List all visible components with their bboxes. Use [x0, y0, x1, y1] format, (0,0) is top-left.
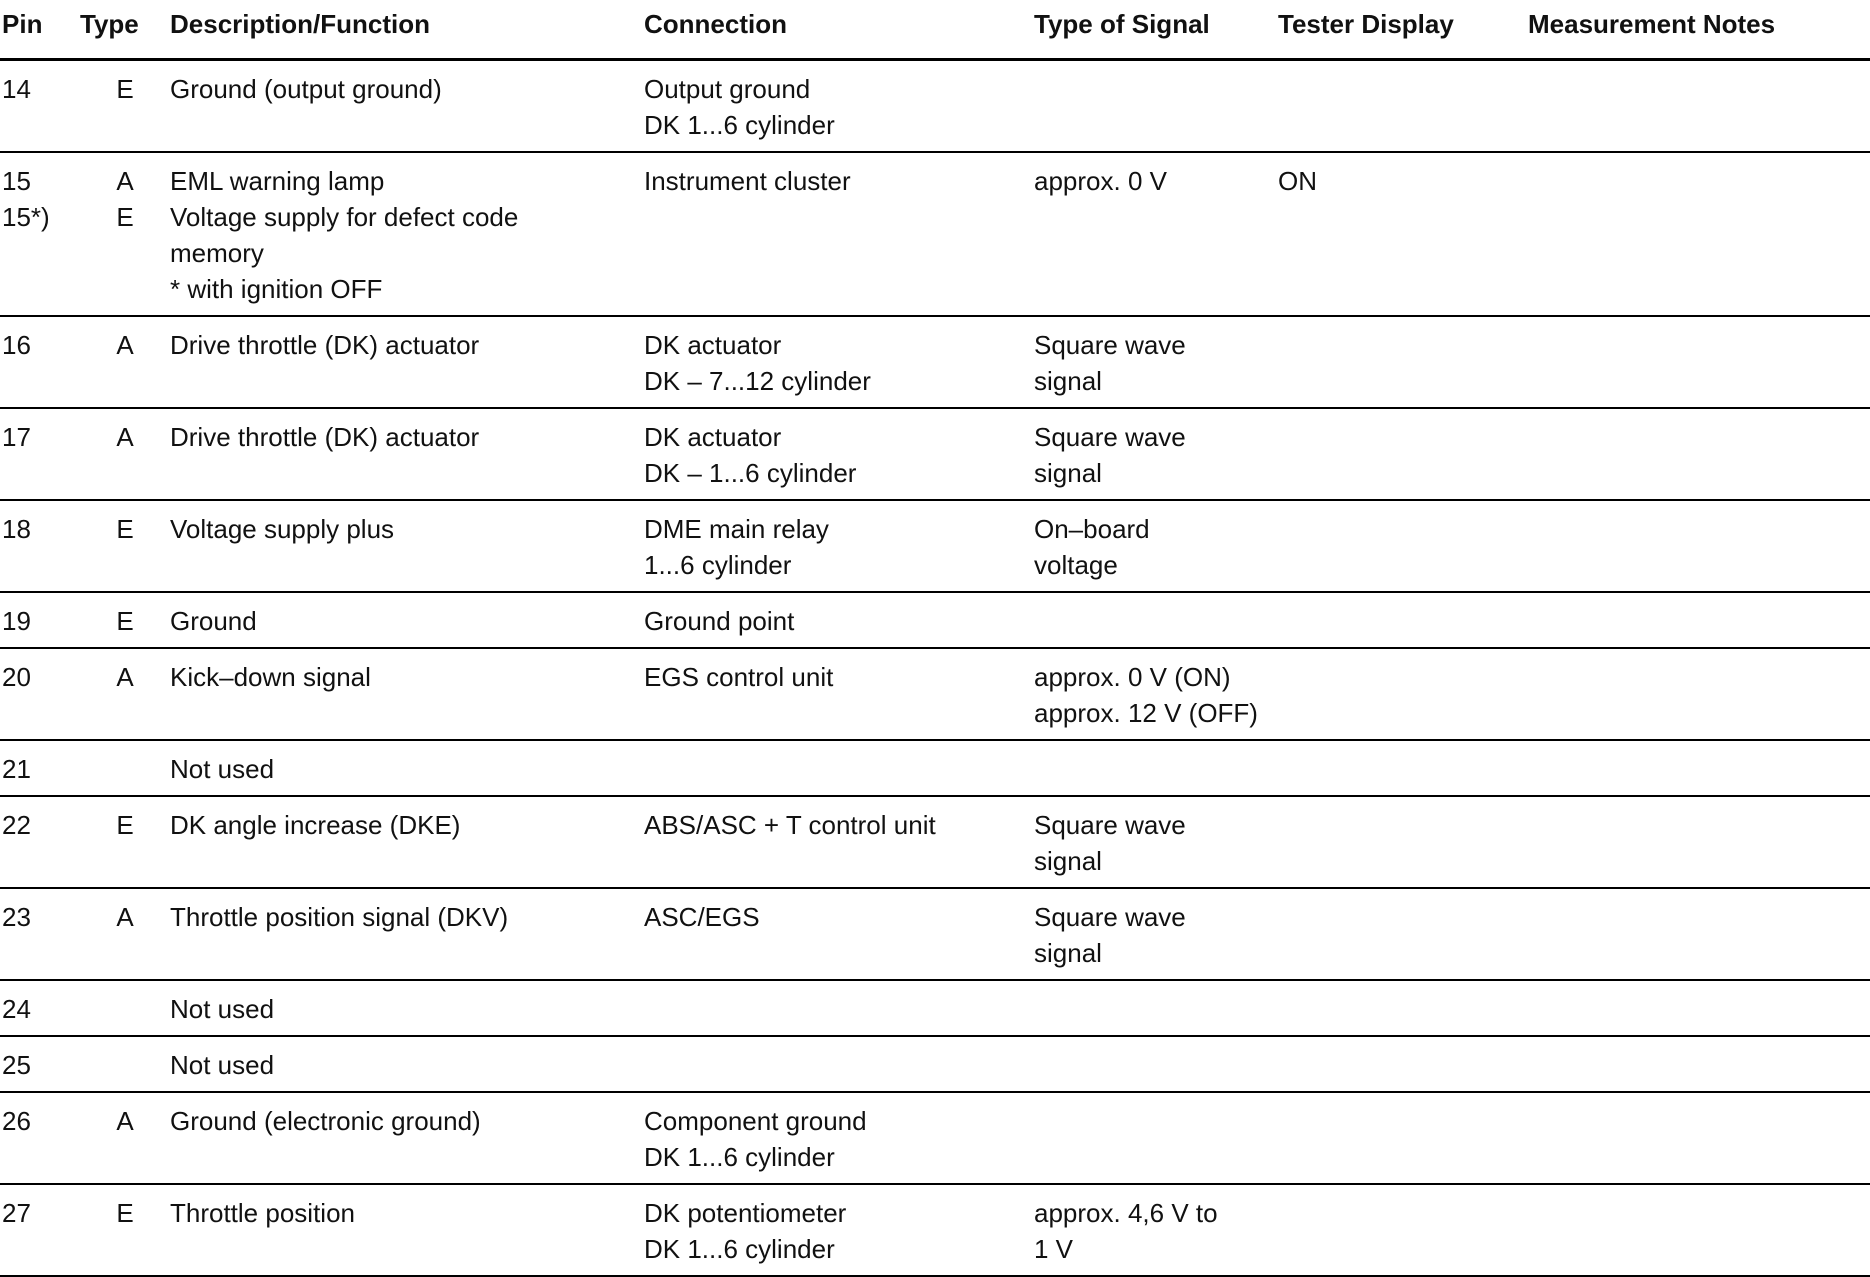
cell-signal-line: signal: [1034, 846, 1102, 876]
cell-signal-line: Square wave: [1034, 330, 1186, 360]
cell-connection: [644, 1092, 1034, 1184]
table-row: [0, 796, 1870, 888]
cell-connection: [644, 408, 1034, 500]
header-tester: Tester Display: [1278, 0, 1528, 60]
cell-tester-display-line: ON: [1278, 166, 1317, 196]
cell-pin-line: 24: [2, 994, 31, 1024]
cell-pin-line: 15*): [2, 202, 50, 232]
cell-type: [80, 740, 170, 796]
cell-pin: [0, 648, 80, 740]
cell-type: [80, 152, 170, 316]
cell-type-line: A: [116, 1106, 134, 1136]
table-row: [0, 60, 1870, 153]
cell-pin-line: 19: [2, 606, 31, 636]
cell-measurement-notes: [1528, 60, 1870, 153]
cell-tester-display: [1278, 60, 1528, 153]
cell-tester-display: [1278, 796, 1528, 888]
cell-connection-line: DK – 1...6 cylinder: [644, 458, 857, 488]
cell-type-line: A: [116, 330, 134, 360]
table-row: [0, 408, 1870, 500]
cell-pin: [0, 592, 80, 648]
cell-pin-line: 14: [2, 74, 31, 104]
cell-description-line: Voltage supply for defect code: [170, 202, 519, 232]
cell-description-line: Kick–down signal: [170, 662, 371, 692]
cell-connection-line: Component ground: [644, 1106, 867, 1136]
cell-tester-display: [1278, 648, 1528, 740]
cell-type-line: E: [116, 74, 134, 104]
cell-connection: [644, 500, 1034, 592]
header-pin: Pin: [0, 0, 80, 60]
header-description: Description/Function: [170, 0, 644, 60]
table-row: [0, 980, 1870, 1036]
cell-measurement-notes: [1528, 648, 1870, 740]
cell-measurement-notes: [1528, 796, 1870, 888]
cell-connection-line: DK actuator: [644, 330, 782, 360]
cell-signal: [1034, 500, 1278, 592]
cell-connection-line: ABS/ASC + T control unit: [644, 810, 936, 840]
cell-connection-line: Output ground: [644, 74, 811, 104]
cell-signal: [1034, 740, 1278, 796]
cell-description-line: Not used: [170, 994, 275, 1024]
cell-signal: [1034, 408, 1278, 500]
cell-tester-display: [1278, 888, 1528, 980]
cell-type: [80, 796, 170, 888]
cell-pin: [0, 1092, 80, 1184]
cell-measurement-notes: [1528, 592, 1870, 648]
cell-pin-line: 17: [2, 422, 31, 452]
cell-type-line: E: [116, 202, 134, 232]
cell-measurement-notes: [1528, 152, 1870, 316]
cell-description: [170, 980, 644, 1036]
cell-pin-line: 16: [2, 330, 31, 360]
table-row: [0, 1184, 1870, 1276]
cell-type: [80, 500, 170, 592]
cell-pin: [0, 1036, 80, 1092]
cell-signal-line: approx. 0 V (ON): [1034, 662, 1231, 692]
cell-signal: [1034, 1092, 1278, 1184]
cell-pin-line: 20: [2, 662, 31, 692]
cell-type-line: E: [116, 810, 134, 840]
cell-signal-line: signal: [1034, 938, 1102, 968]
cell-pin: [0, 796, 80, 888]
cell-measurement-notes: [1528, 980, 1870, 1036]
cell-connection: [644, 60, 1034, 153]
cell-connection: [644, 152, 1034, 316]
table-row: [0, 592, 1870, 648]
cell-connection: [644, 796, 1034, 888]
cell-pin: [0, 980, 80, 1036]
cell-type-line: A: [116, 902, 134, 932]
cell-type-line: E: [116, 514, 134, 544]
cell-description-line: Voltage supply plus: [170, 514, 395, 544]
cell-connection: [644, 648, 1034, 740]
cell-connection-line: DK 1...6 cylinder: [644, 1142, 835, 1172]
cell-signal: [1034, 152, 1278, 316]
cell-connection-line: DME main relay: [644, 514, 829, 544]
cell-tester-display: [1278, 1092, 1528, 1184]
cell-type: [80, 1184, 170, 1276]
cell-pin: [0, 152, 80, 316]
cell-pin-line: 25: [2, 1050, 31, 1080]
cell-description-line: memory: [170, 238, 264, 268]
cell-description-line: DK angle increase (DKE): [170, 810, 461, 840]
cell-type-line: A: [116, 662, 134, 692]
cell-measurement-notes: [1528, 1184, 1870, 1276]
cell-signal: [1034, 592, 1278, 648]
cell-description-line: Ground (output ground): [170, 74, 442, 104]
cell-connection: [644, 1184, 1034, 1276]
cell-description-line: * with ignition OFF: [170, 274, 383, 304]
cell-connection: [644, 592, 1034, 648]
cell-measurement-notes: [1528, 316, 1870, 408]
cell-connection: [644, 980, 1034, 1036]
cell-pin: [0, 1184, 80, 1276]
cell-description: [170, 796, 644, 888]
cell-connection-line: EGS control unit: [644, 662, 834, 692]
cell-type-line: A: [116, 166, 134, 196]
cell-tester-display: [1278, 1184, 1528, 1276]
cell-connection-line: ASC/EGS: [644, 902, 760, 932]
cell-description-line: Ground (electronic ground): [170, 1106, 481, 1136]
cell-signal-line: approx. 4,6 V to: [1034, 1198, 1218, 1228]
cell-description: [170, 408, 644, 500]
cell-description-line: Throttle position signal (DKV): [170, 902, 509, 932]
cell-pin-line: 23: [2, 902, 31, 932]
cell-type: [80, 408, 170, 500]
cell-signal-line: signal: [1034, 458, 1102, 488]
cell-description: [170, 888, 644, 980]
cell-description-line: Not used: [170, 754, 275, 784]
table-row: [0, 1036, 1870, 1092]
table-row: [0, 500, 1870, 592]
cell-signal: [1034, 60, 1278, 153]
cell-measurement-notes: [1528, 1036, 1870, 1092]
cell-signal: [1034, 888, 1278, 980]
cell-pin: [0, 740, 80, 796]
cell-pin: [0, 316, 80, 408]
cell-signal: [1034, 796, 1278, 888]
cell-description-line: Drive throttle (DK) actuator: [170, 330, 480, 360]
header-type: Type: [80, 0, 170, 60]
cell-description: [170, 60, 644, 153]
table-row: [0, 888, 1870, 980]
cell-description: [170, 1184, 644, 1276]
cell-pin-line: 27: [2, 1198, 31, 1228]
cell-measurement-notes: [1528, 500, 1870, 592]
cell-type: [80, 60, 170, 153]
cell-measurement-notes: [1528, 408, 1870, 500]
cell-measurement-notes: [1528, 740, 1870, 796]
cell-pin-line: 21: [2, 754, 31, 784]
cell-pin-line: 15: [2, 166, 31, 196]
table-row: [0, 648, 1870, 740]
cell-signal-line: signal: [1034, 366, 1102, 396]
cell-tester-display: [1278, 980, 1528, 1036]
cell-pin-line: 22: [2, 810, 31, 840]
cell-signal: [1034, 1036, 1278, 1092]
cell-description: [170, 648, 644, 740]
cell-measurement-notes: [1528, 1092, 1870, 1184]
cell-measurement-notes: [1528, 888, 1870, 980]
table-body: [0, 60, 1870, 1277]
cell-pin: [0, 60, 80, 153]
cell-signal-line: 1 V: [1034, 1234, 1074, 1264]
cell-connection-line: 1...6 cylinder: [644, 550, 792, 580]
cell-tester-display: [1278, 152, 1528, 316]
cell-pin-line: 18: [2, 514, 31, 544]
cell-signal-line: On–board: [1034, 514, 1150, 544]
cell-type: [80, 592, 170, 648]
header-notes: Measurement Notes: [1528, 0, 1870, 60]
table-row: [0, 1092, 1870, 1184]
cell-description: [170, 740, 644, 796]
cell-pin: [0, 408, 80, 500]
cell-description-line: Throttle position: [170, 1198, 355, 1228]
cell-description: [170, 152, 644, 316]
cell-type: [80, 980, 170, 1036]
cell-tester-display: [1278, 500, 1528, 592]
cell-type-line: E: [116, 1198, 134, 1228]
cell-connection-line: Instrument cluster: [644, 166, 851, 196]
cell-type: [80, 316, 170, 408]
cell-type-line: E: [116, 606, 134, 636]
header-signal: Type of Signal: [1034, 0, 1278, 60]
cell-description: [170, 316, 644, 408]
cell-tester-display: [1278, 1036, 1528, 1092]
cell-connection-line: DK 1...6 cylinder: [644, 110, 835, 140]
cell-description: [170, 500, 644, 592]
cell-connection: [644, 888, 1034, 980]
cell-signal-line: Square wave: [1034, 902, 1186, 932]
cell-tester-display: [1278, 408, 1528, 500]
cell-signal-line: voltage: [1034, 550, 1118, 580]
cell-connection-line: Ground point: [644, 606, 795, 636]
cell-connection: [644, 740, 1034, 796]
cell-signal: [1034, 648, 1278, 740]
cell-signal: [1034, 980, 1278, 1036]
cell-tester-display: [1278, 592, 1528, 648]
header-row: [0, 0, 1870, 60]
table-row: [0, 740, 1870, 796]
cell-type: [80, 1092, 170, 1184]
cell-pin: [0, 888, 80, 980]
table-row: [0, 152, 1870, 316]
cell-tester-display: [1278, 316, 1528, 408]
cell-tester-display: [1278, 740, 1528, 796]
cell-signal-line: approx. 12 V (OFF): [1034, 698, 1258, 728]
cell-connection-line: DK – 7...12 cylinder: [644, 366, 871, 396]
cell-description-line: Ground: [170, 606, 257, 636]
cell-signal-line: approx. 0 V: [1034, 166, 1167, 196]
cell-signal-line: Square wave: [1034, 810, 1186, 840]
cell-description-line: Drive throttle (DK) actuator: [170, 422, 480, 452]
cell-signal: [1034, 1184, 1278, 1276]
cell-description: [170, 592, 644, 648]
cell-connection-line: DK potentiometer: [644, 1198, 847, 1228]
cell-type-line: A: [116, 422, 134, 452]
cell-connection-line: DK actuator: [644, 422, 782, 452]
table-row: [0, 316, 1870, 408]
cell-type: [80, 1036, 170, 1092]
cell-signal: [1034, 316, 1278, 408]
cell-pin-line: 26: [2, 1106, 31, 1136]
header-connection: Connection: [644, 0, 1034, 60]
cell-description-line: EML warning lamp: [170, 166, 385, 196]
cell-type: [80, 888, 170, 980]
cell-connection: [644, 316, 1034, 408]
cell-description-line: Not used: [170, 1050, 275, 1080]
cell-pin: [0, 500, 80, 592]
cell-connection: [644, 1036, 1034, 1092]
cell-signal-line: Square wave: [1034, 422, 1186, 452]
cell-connection-line: DK 1...6 cylinder: [644, 1234, 835, 1264]
cell-description: [170, 1092, 644, 1184]
cell-description: [170, 1036, 644, 1092]
cell-type: [80, 648, 170, 740]
